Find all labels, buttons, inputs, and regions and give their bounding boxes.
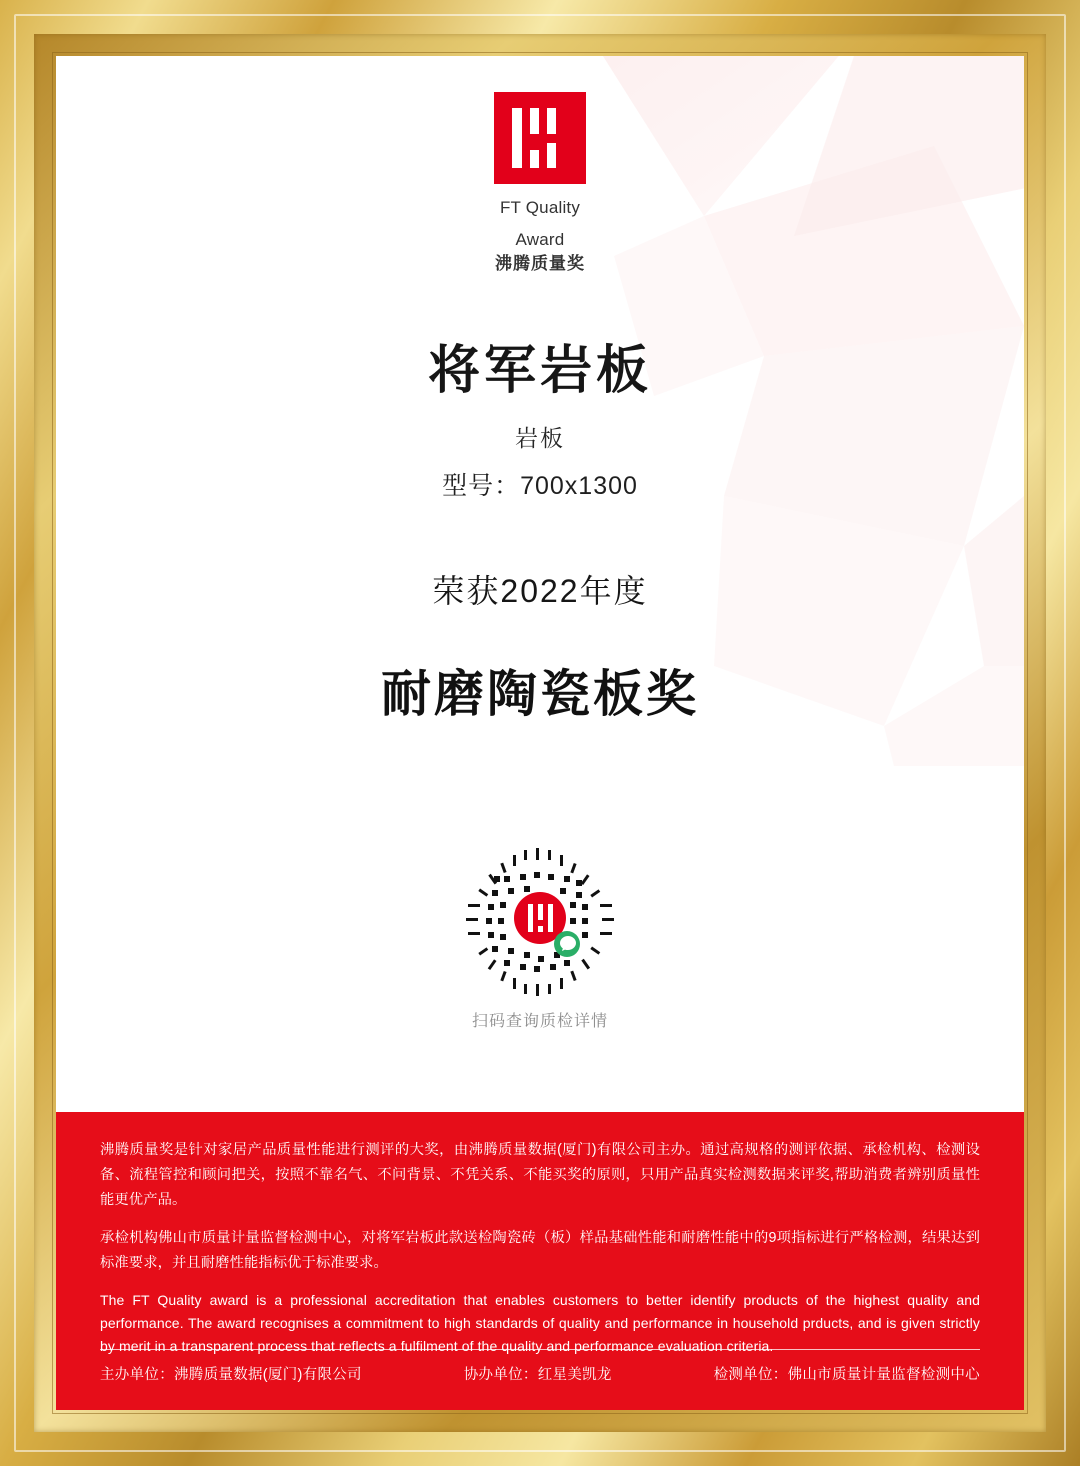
- organizer-host-label: 主办单位：: [100, 1367, 174, 1383]
- qr-caption: 扫码查询质检详情: [471, 1013, 608, 1030]
- footer-red-panel: [56, 1112, 1024, 1410]
- logo-block: [56, 90, 1024, 274]
- award-year: 荣获2022年度: [432, 573, 648, 609]
- product-name: 将军岩板: [427, 342, 652, 400]
- qr-code-icon[interactable]: [464, 846, 616, 998]
- product-category: 岩板: [515, 425, 565, 451]
- organizer-row: [100, 1349, 980, 1384]
- logo-caption-cn: 沸腾质量奖: [495, 254, 585, 273]
- qr-block: [56, 846, 1024, 1031]
- award-title: 耐磨陶瓷板奖: [381, 666, 699, 722]
- organizer-host: [100, 1363, 362, 1384]
- footer-paragraph-en: The FT Quality award is a professional accreditation that enables customers to better identify products of the highest quality and performance. The award recognises a commitment to high standards of quality and performance in household prducts, and is given strictly by merit in a transparent process that reflects a fulfilment of the quality and performance evaluation criteria.: [100, 1292, 980, 1354]
- organizer-coorganizer: [464, 1363, 612, 1384]
- organizer-tester: [714, 1363, 980, 1384]
- organizer-host-value: 沸腾质量数据(厦门)有限公司: [174, 1367, 362, 1383]
- footer-paragraph-cn-1: 沸腾质量奖是针对家居产品质量性能进行测评的大奖，由沸腾质量数据(厦门)有限公司主办。通过高规格的测评依据、承检机构、检测设备、流程管控和顾问把关，按照不靠名气、不问背景、不凭关系、不能买奖的原则，只用产品真实检测数据来评奖,帮助消费者辨别质量性能更优产品。: [100, 1142, 980, 1208]
- ft-quality-award-logo-icon: [492, 90, 588, 186]
- product-model: 型号：700x1300: [442, 472, 638, 500]
- organizer-coorganizer-value: 红星美凯龙: [537, 1367, 612, 1383]
- certificate-sheet: [56, 56, 1024, 1410]
- footer-paragraph-cn-2: 承检机构佛山市质量计量监督检测中心，对将军岩板此款送检陶瓷砖（板）样品基础性能和耐磨性能中的9项指标进行严格检测，结果达到标准要求，并且耐磨性能指标优于标准要求。: [100, 1230, 980, 1271]
- organizer-coorganizer-label: 协办单位：: [463, 1367, 538, 1383]
- organizer-tester-value: 佛山市质量计量监督检测中心: [787, 1367, 980, 1383]
- logo-caption-en: FT Quality Award: [499, 198, 581, 249]
- organizer-tester-label: 检测单位：: [713, 1367, 788, 1383]
